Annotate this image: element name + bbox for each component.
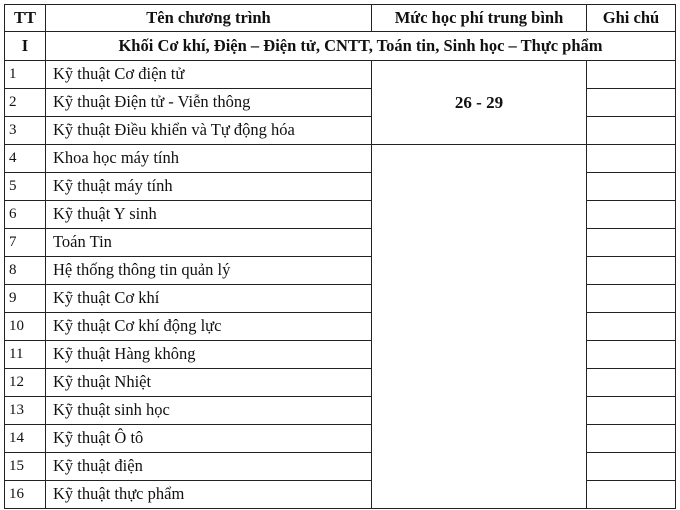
table-row (5, 61, 676, 89)
note-cell (587, 145, 676, 173)
note-cell (587, 285, 676, 313)
row-number: 12 (5, 369, 46, 397)
section-number: I (5, 32, 46, 61)
table-header-row (5, 5, 676, 32)
program-name: Kỹ thuật thực phẩm (46, 481, 372, 509)
fee-group-2 (372, 145, 587, 509)
row-number: 4 (5, 145, 46, 173)
program-name: Kỹ thuật Cơ điện tử (46, 61, 372, 89)
program-name: Toán Tin (46, 229, 372, 257)
program-name: Kỹ thuật Cơ khí động lực (46, 313, 372, 341)
note-cell (587, 257, 676, 285)
row-number: 2 (5, 89, 46, 117)
note-cell (587, 397, 676, 425)
program-name: Kỹ thuật Điều khiển và Tự động hóa (46, 117, 372, 145)
note-cell (587, 117, 676, 145)
program-name: Kỹ thuật sinh học (46, 397, 372, 425)
row-number: 5 (5, 173, 46, 201)
row-number: 7 (5, 229, 46, 257)
section-row (5, 32, 676, 61)
fee-group-1: 26 - 29 (372, 61, 587, 145)
row-number: 3 (5, 117, 46, 145)
note-cell (587, 61, 676, 89)
header-note: Ghi chú (587, 5, 676, 32)
header-program: Tên chương trình (46, 5, 372, 32)
row-number: 8 (5, 257, 46, 285)
program-name: Hệ thống thông tin quản lý (46, 257, 372, 285)
note-cell (587, 201, 676, 229)
program-name: Kỹ thuật máy tính (46, 173, 372, 201)
note-cell (587, 369, 676, 397)
note-cell (587, 481, 676, 509)
note-cell (587, 229, 676, 257)
row-number: 9 (5, 285, 46, 313)
program-name: Khoa học máy tính (46, 145, 372, 173)
program-name: Kỹ thuật Cơ khí (46, 285, 372, 313)
note-cell (587, 173, 676, 201)
program-name: Kỹ thuật Nhiệt (46, 369, 372, 397)
row-number: 1 (5, 61, 46, 89)
row-number: 10 (5, 313, 46, 341)
row-number: 11 (5, 341, 46, 369)
note-cell (587, 341, 676, 369)
program-name: Kỹ thuật Hàng không (46, 341, 372, 369)
table-row (5, 145, 676, 173)
row-number: 6 (5, 201, 46, 229)
header-fee: Mức học phí trung bình (372, 5, 587, 32)
row-number: 14 (5, 425, 46, 453)
program-name: Kỹ thuật Y sinh (46, 201, 372, 229)
tuition-fee-table (4, 4, 676, 509)
program-name: Kỹ thuật điện (46, 453, 372, 481)
note-cell (587, 89, 676, 117)
program-name: Kỹ thuật Ô tô (46, 425, 372, 453)
row-number: 16 (5, 481, 46, 509)
row-number: 13 (5, 397, 46, 425)
note-cell (587, 453, 676, 481)
program-name: Kỹ thuật Điện tử - Viễn thông (46, 89, 372, 117)
note-cell (587, 313, 676, 341)
section-title: Khối Cơ khí, Điện – Điện tử, CNTT, Toán tin, Sinh học – Thực phẩm (46, 32, 676, 61)
note-cell (587, 425, 676, 453)
header-no: TT (5, 5, 46, 32)
row-number: 15 (5, 453, 46, 481)
